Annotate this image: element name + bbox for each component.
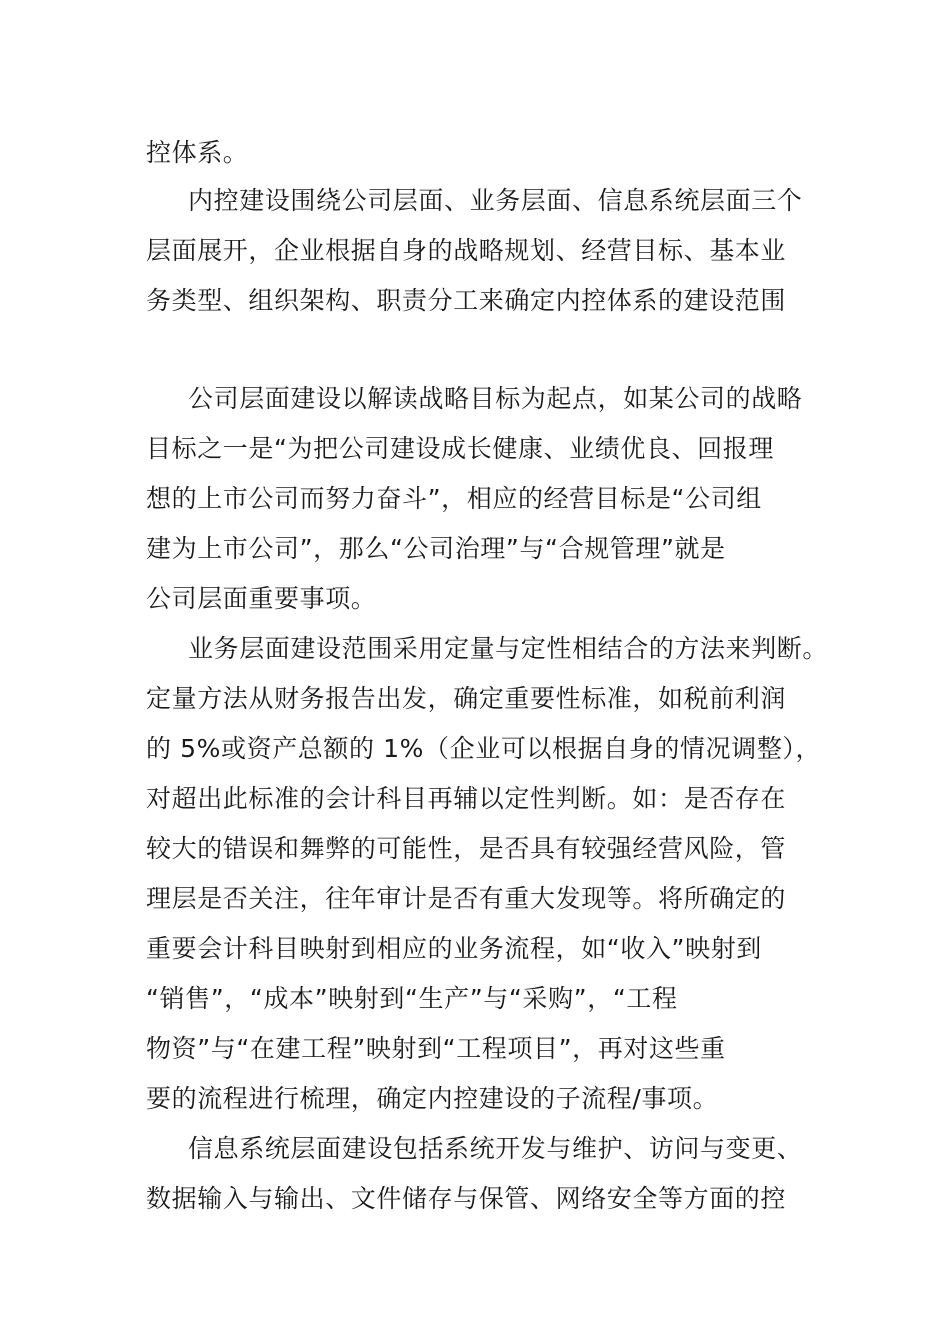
text-line: 控体系。 xyxy=(146,138,249,167)
paragraph-first-line: 信息系统层面建设包括系统开发与维护、访问与变更、 xyxy=(188,1134,803,1163)
text-line: 理层是否关注，往年审计是否有重大发现等。将所确定的 xyxy=(146,884,787,913)
paragraph-first-line: 业务层面建设范围采用定量与定性相结合的方法来判断。 xyxy=(188,634,829,663)
paragraph-first-line: 公司层面建设以解读战略目标为起点，如某公司的战略 xyxy=(188,384,803,413)
text-line: 的 5%或资产总额的 1%（企业可以根据自身的情况调整）， xyxy=(146,734,822,763)
text-line: 想的上市公司而努力奋斗”，相应的经营目标是“公司组 xyxy=(146,484,762,513)
text-line: 较大的错误和舞弊的可能性，是否具有较强经营风险，管 xyxy=(146,834,787,863)
text-line: 建为上市公司”，那么“公司治理”与“合规管理”就是 xyxy=(146,534,726,563)
text-line: 务类型、组织架构、职责分工来确定内控体系的建设范围 xyxy=(146,286,787,315)
text-line: 物资”与“在建工程”映射到“工程项目”，再对这些重 xyxy=(146,1034,726,1063)
text-line: “销售”，“成本”映射到“生产”与“采购”，“工程 xyxy=(146,984,678,1013)
paragraph-first-line: 内控建设围绕公司层面、业务层面、信息系统层面三个 xyxy=(188,186,803,215)
text-line: 层面展开，企业根据自身的战略规划、经营目标、基本业 xyxy=(146,236,787,265)
text-line: 定量方法从财务报告出发，确定重要性标准，如税前利润 xyxy=(146,684,787,713)
text-line: 对超出此标准的会计科目再辅以定性判断。如：是否存在 xyxy=(146,784,787,813)
text-line: 公司层面重要事项。 xyxy=(146,584,377,613)
text-line: 重要会计科目映射到相应的业务流程，如“收入”映射到 xyxy=(146,934,762,963)
text-line: 目标之一是“为把公司建设成长健康、业绩优良、回报理 xyxy=(146,434,774,463)
text-line: 要的流程进行梳理，确定内控建设的子流程/事项。 xyxy=(146,1084,719,1113)
text-line: 数据输入与输出、文件储存与保管、网络安全等方面的控 xyxy=(146,1184,787,1213)
